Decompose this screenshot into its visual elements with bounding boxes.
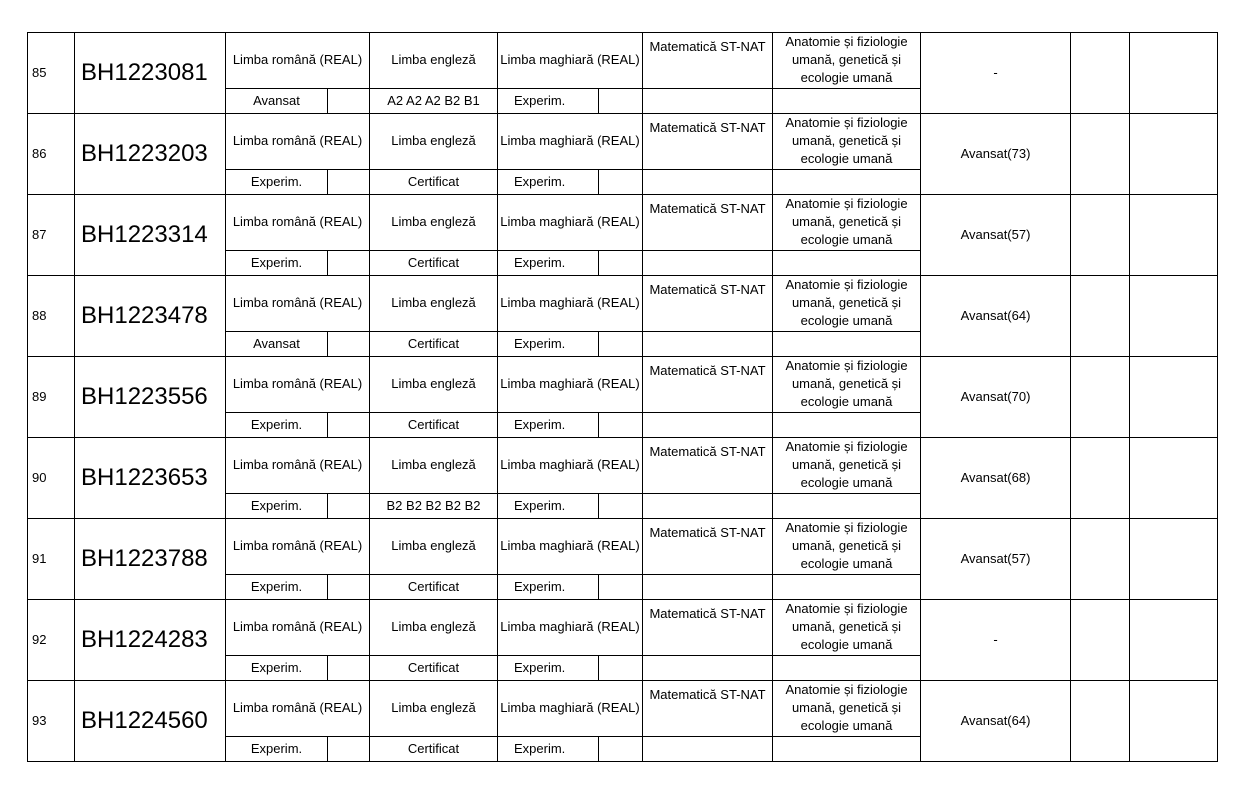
biology-level [773,331,921,356]
hungarian-score [599,169,643,194]
table-row [28,194,1217,275]
biology-subject: Anatomie și fiziologie umană, genetică și ecologie umană [773,32,921,88]
romanian-score [328,250,370,275]
result-value: Avansat(73) [921,113,1071,194]
result-value: Avansat(70) [921,356,1071,437]
english-level: Certificat [370,655,498,680]
empty-cell [1071,356,1130,437]
hungarian-level: Experim. [498,250,599,275]
math-subject: Matematică ST-NAT [643,680,773,736]
math-level [643,88,773,113]
math-level [643,169,773,194]
candidate-code: BH1223653 [75,437,226,518]
table-row [28,32,1217,113]
candidate-code: BH1224283 [75,599,226,680]
candidate-code: BH1223478 [75,275,226,356]
math-subject: Matematică ST-NAT [643,113,773,169]
romanian-subject: Limba română (REAL) [226,275,370,331]
hungarian-level: Experim. [498,169,599,194]
hungarian-subject: Limba maghiară (REAL) [498,599,643,655]
romanian-subject: Limba română (REAL) [226,194,370,250]
romanian-level: Avansat [226,88,328,113]
hungarian-level: Experim. [498,655,599,680]
table-row [28,113,1217,194]
hungarian-level: Experim. [498,574,599,599]
row-divider [28,194,1217,195]
result-value: Avansat(57) [921,518,1071,599]
english-subject: Limba engleză [370,113,498,169]
hungarian-score [599,655,643,680]
table-row [28,599,1217,680]
row-number: 93 [28,680,75,761]
romanian-score [328,412,370,437]
result-value: - [921,32,1071,113]
romanian-score [328,493,370,518]
biology-level [773,250,921,275]
candidate-code: BH1224560 [75,680,226,761]
english-subject: Limba engleză [370,32,498,88]
row-number: 92 [28,599,75,680]
hungarian-score [599,736,643,761]
romanian-subject: Limba română (REAL) [226,680,370,736]
biology-level [773,655,921,680]
result-value: - [921,599,1071,680]
result-value: Avansat(64) [921,680,1071,761]
row-number: 88 [28,275,75,356]
hungarian-level: Experim. [498,88,599,113]
candidate-code: BH1223203 [75,113,226,194]
biology-subject: Anatomie și fiziologie umană, genetică și ecologie umană [773,356,921,412]
math-level [643,736,773,761]
empty-cell [1071,194,1130,275]
romanian-level: Experim. [226,493,328,518]
biology-subject: Anatomie și fiziologie umană, genetică și ecologie umană [773,680,921,736]
english-subject: Limba engleză [370,599,498,655]
romanian-level: Experim. [226,412,328,437]
row-divider [28,680,1217,681]
english-level: A2 A2 A2 B2 B1 [370,88,498,113]
empty-cell [1071,680,1130,761]
candidate-code: BH1223314 [75,194,226,275]
romanian-subject: Limba română (REAL) [226,437,370,493]
hungarian-subject: Limba maghiară (REAL) [498,680,643,736]
romanian-score [328,88,370,113]
candidate-code: BH1223556 [75,356,226,437]
romanian-score [328,655,370,680]
biology-level [773,412,921,437]
row-divider [28,356,1217,357]
english-level: Certificat [370,331,498,356]
romanian-score [328,736,370,761]
english-subject: Limba engleză [370,194,498,250]
row-number: 87 [28,194,75,275]
result-value: Avansat(64) [921,275,1071,356]
hungarian-level: Experim. [498,331,599,356]
empty-cell [1130,518,1217,599]
english-level: B2 B2 B2 B2 B2 [370,493,498,518]
empty-cell [1071,518,1130,599]
hungarian-level: Experim. [498,736,599,761]
table-row [28,680,1217,761]
candidate-code: BH1223081 [75,32,226,113]
biology-level [773,88,921,113]
math-subject: Matematică ST-NAT [643,275,773,331]
hungarian-subject: Limba maghiară (REAL) [498,518,643,574]
empty-cell [1071,113,1130,194]
math-level [643,655,773,680]
hungarian-score [599,331,643,356]
romanian-score [328,169,370,194]
romanian-level: Experim. [226,169,328,194]
candidate-code: BH1223788 [75,518,226,599]
biology-subject: Anatomie și fiziologie umană, genetică și ecologie umană [773,437,921,493]
english-subject: Limba engleză [370,518,498,574]
table-row [28,275,1217,356]
math-level [643,412,773,437]
math-level [643,493,773,518]
row-divider [28,113,1217,114]
hungarian-level: Experim. [498,493,599,518]
math-subject: Matematică ST-NAT [643,599,773,655]
english-level: Certificat [370,169,498,194]
hungarian-score [599,250,643,275]
english-level: Certificat [370,412,498,437]
biology-level [773,574,921,599]
english-level: Certificat [370,736,498,761]
english-subject: Limba engleză [370,437,498,493]
table-row [28,518,1217,599]
math-level [643,331,773,356]
hungarian-score [599,412,643,437]
hungarian-subject: Limba maghiară (REAL) [498,437,643,493]
empty-cell [1130,599,1217,680]
hungarian-score [599,574,643,599]
romanian-subject: Limba română (REAL) [226,518,370,574]
romanian-subject: Limba română (REAL) [226,113,370,169]
biology-subject: Anatomie și fiziologie umană, genetică și ecologie umană [773,113,921,169]
romanian-level: Experim. [226,655,328,680]
romanian-score [328,331,370,356]
romanian-score [328,574,370,599]
empty-cell [1071,32,1130,113]
row-number: 85 [28,32,75,113]
math-level [643,574,773,599]
result-value: Avansat(57) [921,194,1071,275]
math-subject: Matematică ST-NAT [643,356,773,412]
math-subject: Matematică ST-NAT [643,437,773,493]
empty-cell [1130,680,1217,761]
empty-cell [1130,32,1217,113]
english-level: Certificat [370,574,498,599]
empty-cell [1130,275,1217,356]
row-divider [28,599,1217,600]
hungarian-score [599,493,643,518]
empty-cell [1130,113,1217,194]
english-subject: Limba engleză [370,680,498,736]
romanian-subject: Limba română (REAL) [226,32,370,88]
row-divider [28,518,1217,519]
romanian-subject: Limba română (REAL) [226,356,370,412]
empty-cell [1130,356,1217,437]
row-divider [28,437,1217,438]
biology-level [773,736,921,761]
row-divider [28,275,1217,276]
empty-cell [1071,599,1130,680]
empty-cell [1130,194,1217,275]
row-number: 90 [28,437,75,518]
biology-subject: Anatomie și fiziologie umană, genetică și ecologie umană [773,275,921,331]
row-number: 89 [28,356,75,437]
romanian-level: Experim. [226,736,328,761]
english-subject: Limba engleză [370,356,498,412]
math-subject: Matematică ST-NAT [643,32,773,88]
english-subject: Limba engleză [370,275,498,331]
empty-cell [1071,437,1130,518]
hungarian-subject: Limba maghiară (REAL) [498,32,643,88]
hungarian-level: Experim. [498,412,599,437]
romanian-subject: Limba română (REAL) [226,599,370,655]
result-value: Avansat(68) [921,437,1071,518]
math-subject: Matematică ST-NAT [643,194,773,250]
english-level: Certificat [370,250,498,275]
hungarian-subject: Limba maghiară (REAL) [498,275,643,331]
biology-level [773,493,921,518]
romanian-level: Experim. [226,574,328,599]
hungarian-subject: Limba maghiară (REAL) [498,113,643,169]
math-subject: Matematică ST-NAT [643,518,773,574]
biology-level [773,169,921,194]
romanian-level: Experim. [226,250,328,275]
hungarian-subject: Limba maghiară (REAL) [498,356,643,412]
hungarian-score [599,88,643,113]
table-row [28,437,1217,518]
empty-cell [1071,275,1130,356]
biology-subject: Anatomie și fiziologie umană, genetică și ecologie umană [773,194,921,250]
math-level [643,250,773,275]
row-number: 91 [28,518,75,599]
table-row [28,356,1217,437]
biology-subject: Anatomie și fiziologie umană, genetică și ecologie umană [773,599,921,655]
hungarian-subject: Limba maghiară (REAL) [498,194,643,250]
biology-subject: Anatomie și fiziologie umană, genetică și ecologie umană [773,518,921,574]
romanian-level: Avansat [226,331,328,356]
empty-cell [1130,437,1217,518]
row-number: 86 [28,113,75,194]
